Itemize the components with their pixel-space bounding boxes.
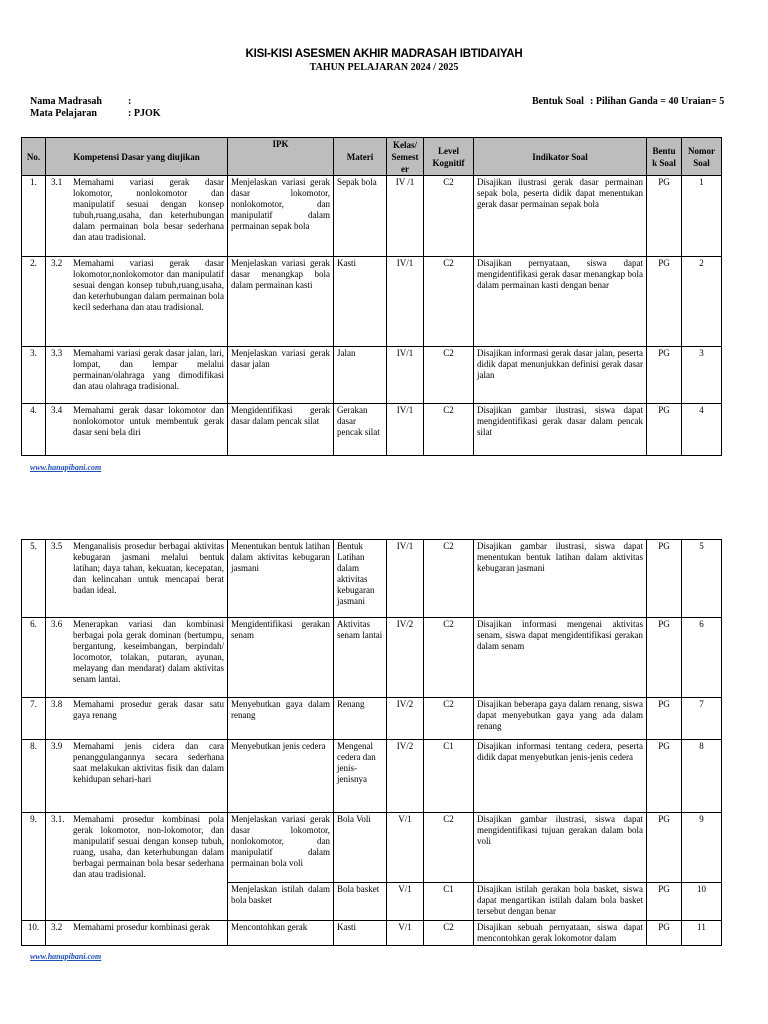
no-cell: 6. xyxy=(22,618,46,698)
kd-number: 3.4 xyxy=(51,405,63,415)
ipk-cell: Menjelaskan variasi gerak dasar menangkap bola dalam permainan kasti xyxy=(228,257,334,347)
bentuk-cell: PG xyxy=(647,540,682,618)
col-header-no: No. xyxy=(22,138,46,176)
level-cell: C2 xyxy=(424,698,474,740)
materi-cell: Aktivitas senam lantai xyxy=(334,618,387,698)
materi-cell: Bola basket xyxy=(334,883,387,921)
materi-cell: Bentuk Latihan dalam aktivitas kebugaran jasmani xyxy=(334,540,387,618)
materi-cell: Sepak bola xyxy=(334,176,387,257)
kd-cell xyxy=(46,176,228,257)
no-cell: 9. xyxy=(22,813,46,921)
kd-cell xyxy=(46,540,228,618)
kelas-cell: IV/1 xyxy=(387,540,424,618)
table-row xyxy=(22,347,722,404)
indikator-cell: Disajikan pernyataan, siswa dapat mengidentifikasi gerak dasar menangkap bola dalam permainan kasti dengan benar xyxy=(474,257,647,347)
ipk-cell: Menentukan bentuk latihan dalam aktivitas kebugaran jasmani xyxy=(228,540,334,618)
table-row xyxy=(22,618,722,698)
kd-cell xyxy=(46,404,228,456)
kisi-table-page1 xyxy=(21,137,722,456)
level-cell: C2 xyxy=(424,257,474,347)
madrasah-label: Nama Madrasah xyxy=(30,96,102,107)
col-header-materi: Materi xyxy=(334,138,387,176)
kelas-cell: IV/1 xyxy=(387,404,424,456)
nomor-cell: 11 xyxy=(682,921,722,946)
bentuk-cell: PG xyxy=(647,698,682,740)
kd-text: Memahami prosedur kombinasi gerak xyxy=(73,922,210,932)
indikator-cell: Disajikan istilah gerakan bola basket, siswa dapat mengartikan istilah dalam bola basket tersebut dengan benar xyxy=(474,883,647,921)
materi-cell: Kasti xyxy=(334,257,387,347)
nomor-cell: 4 xyxy=(682,404,722,456)
ipk-cell: Mengidentifikasi gerak dasar dalam pencak silat xyxy=(228,404,334,456)
no-cell: 1. xyxy=(22,176,46,257)
materi-cell: Renang xyxy=(334,698,387,740)
level-cell: C1 xyxy=(424,883,474,921)
no-cell: 5. xyxy=(22,540,46,618)
kd-number: 3.1 xyxy=(51,177,63,187)
kd-number: 3.8 xyxy=(51,699,63,709)
mapel-value: : PJOK xyxy=(128,108,161,119)
bentuk-cell: PG xyxy=(647,347,682,404)
kd-number: 3.2 xyxy=(51,922,63,932)
kd-cell xyxy=(46,698,228,740)
table-row xyxy=(22,698,722,740)
no-cell: 4. xyxy=(22,404,46,456)
kd-text: Menerapkan variasi dan kombinasi berbagai pola gerak dominan (bertumpu, bergantung, keseimbangan, berpindah/ locomotor, tolakan, putaran, ayunan, melayang dan mendarat) dalam aktivitas senam lantai. xyxy=(73,619,224,684)
level-cell: C2 xyxy=(424,618,474,698)
nomor-cell: 9 xyxy=(682,813,722,883)
document-title: KISI-KISI ASESMEN AKHIR MADRASAH IBTIDAIYAH xyxy=(245,48,523,60)
no-cell: 7. xyxy=(22,698,46,740)
indikator-cell: Disajikan gambar ilustrasi, siswa dapat menentukan bentuk latihan dalam aktivitas kebugaran jasmani xyxy=(474,540,647,618)
kelas-cell: IV/2 xyxy=(387,618,424,698)
nomor-cell: 2 xyxy=(682,257,722,347)
mapel-label: Mata Pelajaran xyxy=(30,108,97,119)
kd-number: 3.2 xyxy=(51,258,63,268)
nomor-cell: 10 xyxy=(682,883,722,921)
indikator-cell: Disajikan sebuah pernyataan, siswa dapat mencontohkan gerak lokomotor dalam xyxy=(474,921,647,946)
document-subtitle: TAHUN PELAJARAN 2024 / 2025 xyxy=(309,62,459,73)
kd-text: Memahami jenis cidera dan cara penanggulangannya secara sederhana saat melakukan aktivitas fisik dan dalam kehidupan sehari-hari xyxy=(73,741,224,784)
col-header-kelas: Kelas/ Semest er xyxy=(387,138,424,176)
kd-text: Memahami gerak dasar lokomotor dan nonlokomotor untuk membentuk gerak dasar seni bela diri xyxy=(73,405,224,437)
bentuk-cell: PG xyxy=(647,740,682,813)
ipk-cell: Menjelaskan variasi gerak dasar lokomotor, nonlokomotor, dan manipulatif dalam permainan bola voli xyxy=(228,813,334,883)
table-row xyxy=(22,813,722,883)
bentuk-cell: PG xyxy=(647,813,682,883)
level-cell: C1 xyxy=(424,740,474,813)
kelas-cell: IV /1 xyxy=(387,176,424,257)
nomor-cell: 7 xyxy=(682,698,722,740)
ipk-cell: Mencontohkan gerak xyxy=(228,921,334,946)
kd-cell xyxy=(46,347,228,404)
nomor-cell: 3 xyxy=(682,347,722,404)
kisi-table-page2 xyxy=(21,539,722,946)
ipk-cell: Menyebutkan jenis cedera xyxy=(228,740,334,813)
source-link-page1[interactable]: www.hanapibani.com xyxy=(30,463,102,472)
level-cell: C2 xyxy=(424,176,474,257)
kd-cell xyxy=(46,257,228,347)
ipk-cell: Menjelaskan variasi gerak dasar lokomotor, nonlokomotor, dan manipulatif dalam permainan sepak bola xyxy=(228,176,334,257)
level-cell: C2 xyxy=(424,921,474,946)
ipk-cell: Menyebutkan gaya dalam renang xyxy=(228,698,334,740)
kd-number: 3.6 xyxy=(51,619,63,629)
bentuk-cell: PG xyxy=(647,883,682,921)
kd-text: Memahami variasi gerak dasar jalan, lari, lompat, dan lempar melalui permainan/olahraga yang dimodifikasi dan atau olahraga tradisional. xyxy=(73,348,224,391)
indikator-cell: Disajikan gambar ilustrasi, siswa dapat mengidentifikasi tujuan gerakan dalam bola voli xyxy=(474,813,647,883)
col-header-ipk: IPK xyxy=(228,138,334,176)
bentuk-soal-label: Bentuk Soal xyxy=(532,96,584,107)
col-header-bentuk: Bentu k Soal xyxy=(647,138,682,176)
kelas-cell: IV/2 xyxy=(387,698,424,740)
kelas-cell: V/1 xyxy=(387,883,424,921)
indikator-cell: Disajikan ilustrasi gerak dasar permainan sepak bola, peserta didik dapat menentukan gerak dasar permainan sepak bola xyxy=(474,176,647,257)
madrasah-colon: : xyxy=(128,96,132,107)
level-cell: C2 xyxy=(424,404,474,456)
table-row xyxy=(22,921,722,946)
level-cell: C2 xyxy=(424,813,474,883)
kd-text: Memahami variasi gerak dasar lokomotor,nonlokomotor dan manipulatif sesuai dengan konsep tubuh,ruang,usaha, dan keterhubungan dalam permainan bola kecil sederhana dan atau tradisional. xyxy=(73,258,224,312)
col-header-kd: Kompetensi Dasar yang diujikan xyxy=(46,138,228,176)
source-link-page2[interactable]: www.hanapibani.com xyxy=(30,952,102,961)
ipk-cell: Menjelaskan variasi gerak dasar jalan xyxy=(228,347,334,404)
col-header-indikator: Indikator Soal xyxy=(474,138,647,176)
bentuk-cell: PG xyxy=(647,176,682,257)
kd-cell xyxy=(46,740,228,813)
table-row xyxy=(22,740,722,813)
bentuk-cell: PG xyxy=(647,921,682,946)
kd-text: Memahami prosedur gerak dasar satu gaya renang xyxy=(73,699,224,720)
nomor-cell: 1 xyxy=(682,176,722,257)
level-cell: C2 xyxy=(424,347,474,404)
nomor-cell: 5 xyxy=(682,540,722,618)
bentuk-soal-value: : Pilihan Ganda = 40 Uraian= 5 xyxy=(590,96,725,107)
col-header-nomor: Nomor Soal xyxy=(682,138,722,176)
materi-cell: Mengenal cedera dan jenis-jenisnya xyxy=(334,740,387,813)
bentuk-cell: PG xyxy=(647,618,682,698)
no-cell: 8. xyxy=(22,740,46,813)
table-row xyxy=(22,404,722,456)
kelas-cell: IV/2 xyxy=(387,740,424,813)
col-header-level: Level Kognitif xyxy=(424,138,474,176)
indikator-cell: Disajikan gambar ilustrasi, siswa dapat mengidentifikasi gerak dasar dalam pencak silat xyxy=(474,404,647,456)
no-cell: 2. xyxy=(22,257,46,347)
indikator-cell: Disajikan informasi mengenai aktivitas senam, siswa dapat mengidentifikasi gerakan dalam senam xyxy=(474,618,647,698)
indikator-cell: Disajikan beberapa gaya dalam renang, siswa dapat menyebutkan gaya yang ada dalam renang xyxy=(474,698,647,740)
table-header-row xyxy=(22,138,722,176)
no-cell: 3. xyxy=(22,347,46,404)
kd-number: 3.9 xyxy=(51,741,63,751)
kd-text: Memahami variasi gerak dasar lokomotor, nonlokomotor dan manipulatif sesuai dengan konsep tubuh,ruang,usaha, dan keterhubungan dalam permainan bola besar sederhana dan atau tradisional. xyxy=(73,177,224,242)
kd-text: Memahami prosedur kombinasi pola gerak lokomotor, non-lokomotor, dan manipulatif sesuai dengan konsep tubuh, ruang, usaha, dan keterhubungan dalam berbagai permainan bola besar sederhana dan atau tradisional. xyxy=(73,814,224,879)
kd-cell xyxy=(46,618,228,698)
ipk-cell: Menjelaskan istilah dalam bola basket xyxy=(228,883,334,921)
ipk-cell: Mengidentifikasi gerakan senam xyxy=(228,618,334,698)
table-row xyxy=(22,176,722,257)
indikator-cell: Disajikan informasi gerak dasar jalan, peserta didik dapat menunjukkan definisi gerak dasar jalan xyxy=(474,347,647,404)
kd-number: 3.1. xyxy=(51,814,65,824)
kd-number: 3.5 xyxy=(51,541,63,551)
kd-cell xyxy=(46,921,228,946)
level-cell: C2 xyxy=(424,540,474,618)
kelas-cell: IV/1 xyxy=(387,257,424,347)
kd-cell xyxy=(46,813,228,921)
bentuk-cell: PG xyxy=(647,404,682,456)
materi-cell: Kasti xyxy=(334,921,387,946)
kelas-cell: V/1 xyxy=(387,813,424,883)
no-cell: 10. xyxy=(22,921,46,946)
bentuk-cell: PG xyxy=(647,257,682,347)
materi-cell: Gerakan dasar pencak silat xyxy=(334,404,387,456)
nomor-cell: 8 xyxy=(682,740,722,813)
kd-text: Menganalisis prosedur berbagai aktivitas kebugaran jasmani melalui bentuk latihan; daya tahan, kekuatan, kecepatan, dan kelincahan untuk mencapai berat badan ideal. xyxy=(73,541,224,595)
table-row xyxy=(22,257,722,347)
nomor-cell: 6 xyxy=(682,618,722,698)
kelas-cell: V/1 xyxy=(387,921,424,946)
kd-number: 3.3 xyxy=(51,348,63,358)
indikator-cell: Disajikan informasi tentang cedera, peserta didik dapat menyebutkan jenis-jenis cedera xyxy=(474,740,647,813)
materi-cell: Bola Voli xyxy=(334,813,387,883)
table-row xyxy=(22,540,722,618)
materi-cell: Jalan xyxy=(334,347,387,404)
kelas-cell: IV/1 xyxy=(387,347,424,404)
